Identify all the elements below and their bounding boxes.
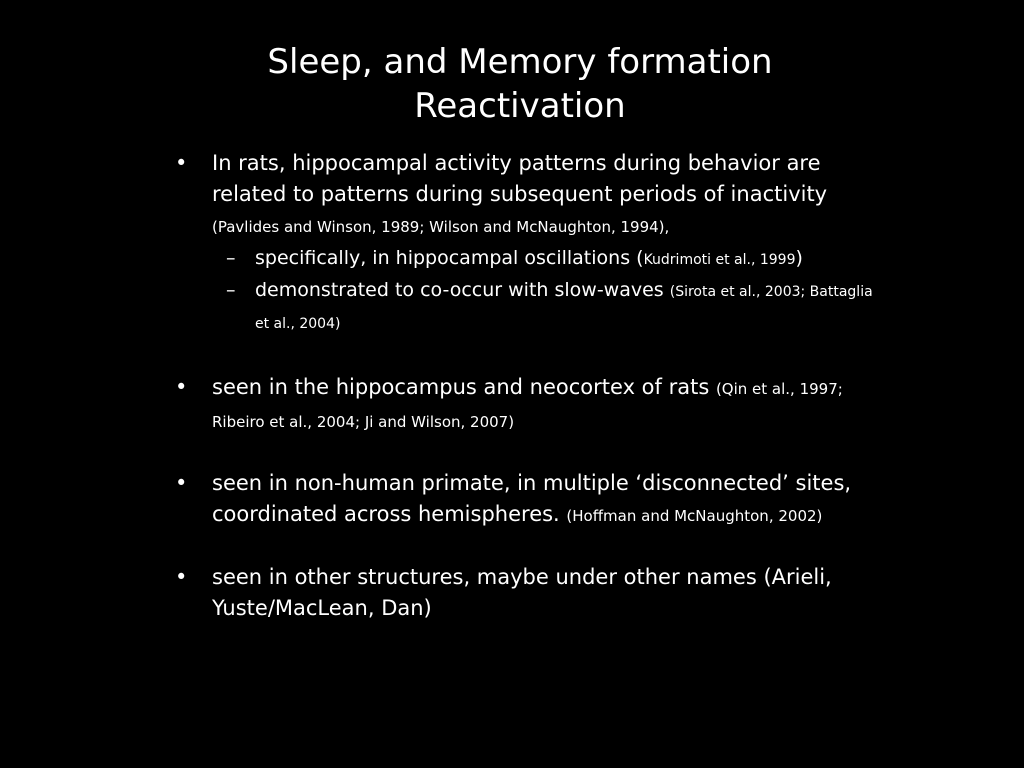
bullet-text: In rats, hippocampal activity patterns during behavior are related to patterns during subsequent periods of inactivity — [212, 151, 828, 206]
sub-bullet-text: specifically, in hippocampal oscillations ( — [255, 247, 644, 269]
bullet-marker: • — [175, 471, 188, 495]
spacer — [175, 339, 875, 372]
slide-title — [0, 40, 1024, 128]
bullet-item-1 — [175, 148, 875, 243]
sub-bullet-text-end: ) — [795, 247, 803, 269]
title-line-1: Sleep, and Memory formation — [267, 42, 773, 82]
bullet-text: seen in non-human primate, in multiple ‘disconnected’ sites, coordinated across hemispheres. — [212, 471, 852, 526]
sub-bullet-citation: Kudrimoti et al., 1999 — [643, 252, 796, 268]
sub-bullet-citation: (Sirota et al., 2003; Battaglia et al., 2004) — [255, 284, 873, 332]
dash-marker: – — [226, 279, 236, 301]
sub-bullet-item-1 — [175, 243, 875, 275]
bullet-marker: • — [175, 375, 188, 399]
bullet-text: seen in the hippocampus and neocortex of rats — [212, 375, 716, 399]
bullet-citation: (Qin et al., 1997; Ribeiro et al., 2004; Ji and Wilson, 2007) — [212, 380, 843, 431]
bullet-item-3 — [175, 468, 875, 532]
sub-bullet-text: demonstrated to co-occur with slow-waves — [255, 279, 670, 301]
bullet-marker: • — [175, 565, 188, 589]
bullet-citation: (Pavlides and Winson, 1989; Wilson and McNaughton, 1994), — [212, 218, 670, 236]
slide-body — [175, 148, 875, 624]
dash-marker: – — [226, 247, 236, 269]
bullet-text: seen in other structures, maybe under other names (Arieli, Yuste/MacLean, Dan) — [212, 565, 832, 620]
bullet-item-4 — [175, 562, 875, 624]
sub-bullet-item-2 — [175, 275, 875, 339]
bullet-marker: • — [175, 151, 188, 175]
bullet-citation: (Hoffman and McNaughton, 2002) — [566, 507, 823, 525]
spacer — [175, 532, 875, 562]
bullet-item-2 — [175, 372, 875, 438]
spacer — [175, 438, 875, 468]
title-line-2: Reactivation — [414, 86, 626, 126]
